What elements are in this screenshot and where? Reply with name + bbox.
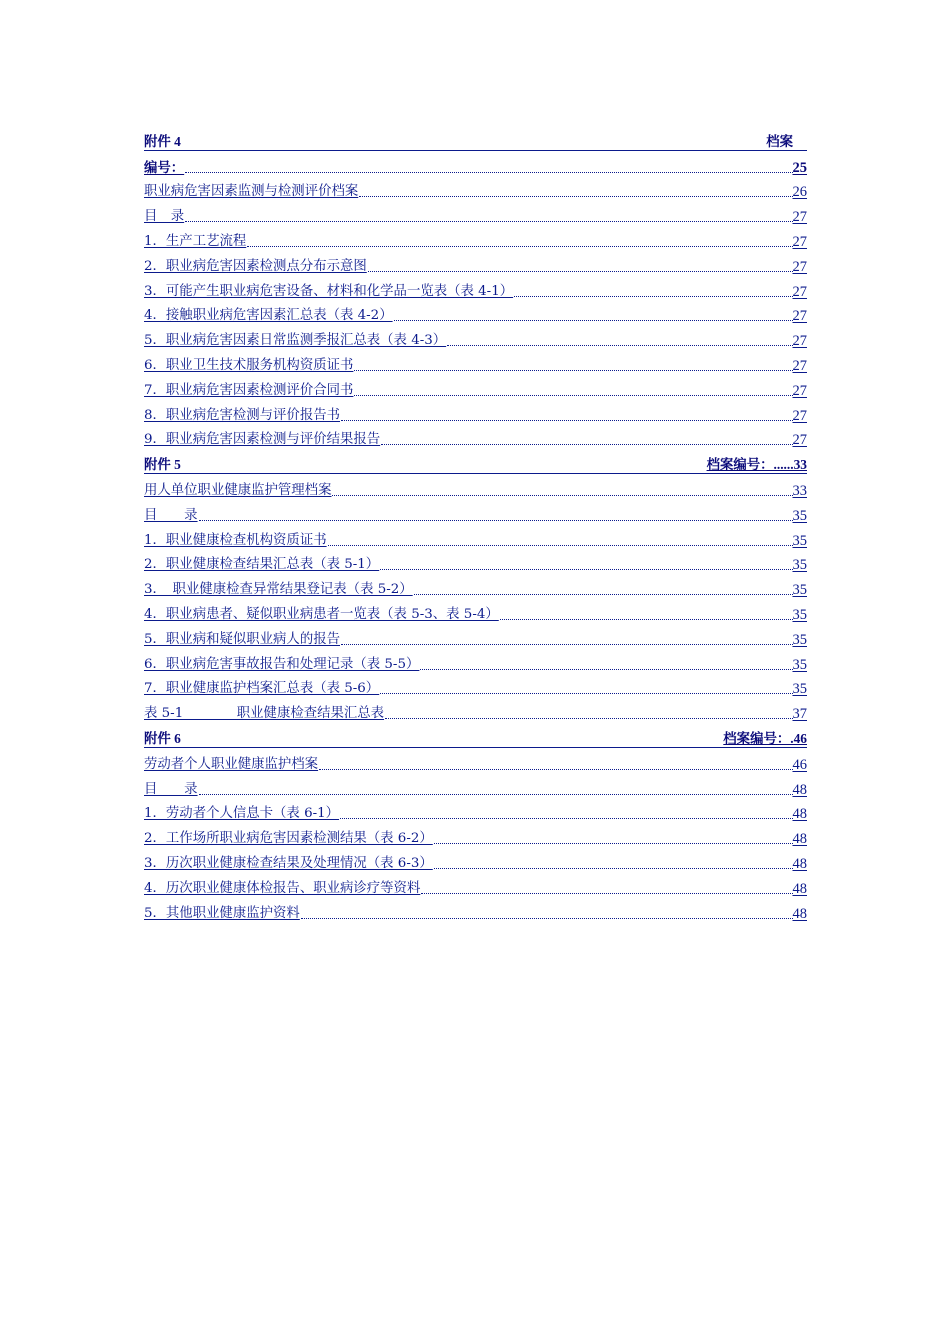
toc-leader-dots bbox=[354, 395, 792, 396]
toc-entry-page: 26 bbox=[792, 184, 807, 201]
toc-entry-text: 4．职业病患者、疑似职业病患者一览表（表 5-3、表 5-4） bbox=[144, 606, 499, 622]
toc-entry-page: 27 bbox=[792, 283, 807, 300]
toc-leader-dots bbox=[341, 420, 793, 421]
toc-heading-right: 档案 bbox=[766, 133, 793, 149]
toc-entry-page: 35 bbox=[792, 631, 807, 648]
toc-entry-page: 48 bbox=[792, 905, 807, 922]
toc-entry[interactable] bbox=[144, 349, 807, 374]
toc-entry-page: 27 bbox=[792, 333, 807, 350]
toc-leader-dots bbox=[247, 246, 792, 247]
toc-entry-text: 4．历次职业健康体检报告、职业病诊疗等资料 bbox=[144, 880, 421, 896]
toc-entry[interactable] bbox=[144, 499, 807, 524]
toc-heading-label: 附件 4 bbox=[144, 133, 181, 149]
toc-entry-text: 5．职业病危害因素日常监测季报汇总表（表 4-3） bbox=[144, 333, 447, 349]
toc-leader-dots bbox=[420, 669, 792, 670]
toc-entry-page: 27 bbox=[792, 209, 807, 226]
toc-leader-dots bbox=[514, 296, 792, 297]
toc-entry-page: 35 bbox=[792, 606, 807, 623]
toc-entry-text: 编号： bbox=[144, 159, 185, 175]
toc-entry-text: 1．劳动者个人信息卡（表 6-1） bbox=[144, 806, 340, 822]
toc-entry[interactable] bbox=[144, 225, 807, 250]
toc-entry[interactable] bbox=[144, 773, 807, 798]
toc-entry-text: 9．职业病危害因素检测与评价结果报告 bbox=[144, 432, 381, 448]
toc-heading-right: 档案编号：......33 bbox=[706, 457, 807, 473]
toc-entry[interactable] bbox=[144, 549, 807, 574]
toc-entry[interactable] bbox=[144, 176, 807, 201]
toc-entry[interactable] bbox=[144, 300, 807, 325]
toc-leader-dots bbox=[385, 718, 792, 719]
toc-entry-text: 3． 职业健康检查异常结果登记表（表 5-2） bbox=[144, 582, 413, 598]
toc-entry[interactable] bbox=[144, 897, 807, 922]
toc-leader-dots bbox=[394, 320, 793, 321]
toc-entry-page: 27 bbox=[792, 308, 807, 325]
toc-leader-dots bbox=[340, 818, 792, 819]
toc-entry-text: 2．工作场所职业病危害因素检测结果（表 6-2） bbox=[144, 831, 433, 847]
toc-leader-dots bbox=[421, 893, 792, 894]
toc-entry[interactable] bbox=[144, 847, 807, 872]
toc-entry-text: 5．职业病和疑似职业病人的报告 bbox=[144, 631, 340, 647]
toc-heading-label: 附件 5 bbox=[144, 457, 181, 473]
toc-leader-dots bbox=[359, 196, 792, 197]
toc-leader-dots bbox=[447, 345, 792, 346]
toc-heading-attachment-4[interactable] bbox=[144, 125, 807, 151]
toc-entry-text: 6．职业卫生技术服务机构资质证书 bbox=[144, 357, 354, 373]
toc-entry-page: 27 bbox=[792, 407, 807, 424]
toc-entry[interactable] bbox=[144, 598, 807, 623]
toc-entry[interactable] bbox=[144, 748, 807, 773]
toc-entry-text: 3．历次职业健康检查结果及处理情况（表 6-3） bbox=[144, 855, 433, 871]
toc-entry[interactable] bbox=[144, 275, 807, 300]
toc-leader-dots bbox=[319, 769, 792, 770]
toc-leader-dots bbox=[380, 569, 792, 570]
toc-entry-text: 3．可能产生职业病危害设备、材料和化学品一览表（表 4-1） bbox=[144, 283, 514, 299]
toc-entry-archive-number-4[interactable] bbox=[144, 151, 807, 176]
toc-heading-label: 附件 6 bbox=[144, 730, 181, 746]
toc-entry[interactable] bbox=[144, 374, 807, 399]
toc-entry-page: 25 bbox=[792, 159, 807, 176]
toc-heading-attachment-5[interactable] bbox=[144, 448, 807, 474]
toc-entry[interactable] bbox=[144, 324, 807, 349]
toc-leader-dots bbox=[185, 221, 792, 222]
toc-entry-text: 表 5-1 职业健康检查结果汇总表 bbox=[144, 706, 385, 722]
toc-heading-right: 档案编号：.46 bbox=[723, 730, 807, 746]
toc-entry-page: 35 bbox=[792, 557, 807, 574]
toc-entry-text: 劳动者个人职业健康监护档案 bbox=[144, 756, 319, 772]
toc-entry-text: 7．职业健康监护档案汇总表（表 5-6） bbox=[144, 681, 380, 697]
toc-entry-text: 6．职业病危害事故报告和处理记录（表 5-5） bbox=[144, 656, 420, 672]
toc-entry-page: 27 bbox=[792, 258, 807, 275]
toc-leader-dots bbox=[434, 843, 793, 844]
toc-entry[interactable] bbox=[144, 872, 807, 897]
toc-entry-text: 目 录 bbox=[144, 209, 185, 225]
toc-entry-page: 48 bbox=[792, 855, 807, 872]
toc-entry-page: 35 bbox=[792, 656, 807, 673]
toc-entry-text: 7．职业病危害因素检测评价合同书 bbox=[144, 382, 354, 398]
toc-entry-page: 27 bbox=[792, 382, 807, 399]
toc-leader-dots bbox=[414, 594, 793, 595]
toc-entry-page: 37 bbox=[792, 706, 807, 723]
toc-entry-page: 48 bbox=[792, 831, 807, 848]
toc-entry[interactable] bbox=[144, 524, 807, 549]
toc-entry[interactable] bbox=[144, 424, 807, 449]
toc-entry[interactable] bbox=[144, 798, 807, 823]
toc-entry[interactable] bbox=[144, 673, 807, 698]
toc-leader-dots bbox=[328, 545, 793, 546]
toc-entry[interactable] bbox=[144, 623, 807, 648]
toc-entry[interactable] bbox=[144, 474, 807, 499]
toc-leader-dots bbox=[381, 444, 792, 445]
toc-entry-page: 48 bbox=[792, 781, 807, 798]
toc-leader-dots bbox=[301, 918, 793, 919]
toc-entry[interactable] bbox=[144, 697, 807, 722]
toc-leader-dots bbox=[380, 693, 792, 694]
toc-entry-page: 27 bbox=[792, 233, 807, 250]
toc-leader-dots bbox=[199, 520, 793, 521]
toc-entry-text: 5．其他职业健康监护资料 bbox=[144, 905, 300, 921]
toc-entry-page: 35 bbox=[792, 582, 807, 599]
toc-heading-attachment-6[interactable] bbox=[144, 722, 807, 748]
toc-entry-page: 35 bbox=[792, 532, 807, 549]
toc-entry-page: 35 bbox=[792, 507, 807, 524]
toc-entry[interactable] bbox=[144, 573, 807, 598]
toc-entry-text: 用人单位职业健康监护管理档案 bbox=[144, 482, 332, 498]
toc-entry-text: 1．职业健康检查机构资质证书 bbox=[144, 532, 327, 548]
toc-entry-page: 35 bbox=[792, 681, 807, 698]
toc-entry-text: 1．生产工艺流程 bbox=[144, 233, 247, 249]
toc-entry-text: 2．职业病危害因素检测点分布示意图 bbox=[144, 258, 367, 274]
toc-leader-dots bbox=[500, 619, 793, 620]
toc-entry[interactable] bbox=[144, 822, 807, 847]
toc-entry-text: 目 录 bbox=[144, 781, 198, 797]
toc-leader-dots bbox=[332, 495, 792, 496]
toc-entry-page: 27 bbox=[792, 357, 807, 374]
toc-leader-dots bbox=[434, 868, 793, 869]
toc-entry-page: 46 bbox=[792, 756, 807, 773]
toc-leader-dots bbox=[368, 271, 793, 272]
toc-entry-text: 职业病危害因素监测与检测评价档案 bbox=[144, 184, 359, 200]
toc-entry-text: 2．职业健康检查结果汇总表（表 5-1） bbox=[144, 557, 380, 573]
toc-entry-text: 4．接触职业病危害因素汇总表（表 4-2） bbox=[144, 308, 393, 324]
toc-entry[interactable] bbox=[144, 250, 807, 275]
toc-entry[interactable] bbox=[144, 200, 807, 225]
toc-entry-text: 8．职业病危害检测与评价报告书 bbox=[144, 407, 340, 423]
toc-leader-dots bbox=[341, 644, 793, 645]
toc-entry-page: 27 bbox=[792, 432, 807, 449]
toc-entry[interactable] bbox=[144, 648, 807, 673]
toc-entry-page: 48 bbox=[792, 880, 807, 897]
toc-entry-page: 48 bbox=[792, 806, 807, 823]
toc-entry-page: 33 bbox=[792, 482, 807, 499]
table-of-contents bbox=[144, 125, 807, 922]
toc-entry[interactable] bbox=[144, 399, 807, 424]
toc-entry-text: 目 录 bbox=[144, 507, 198, 523]
toc-leader-dots bbox=[199, 794, 793, 795]
toc-leader-dots bbox=[354, 370, 792, 371]
toc-leader-dots bbox=[185, 172, 792, 173]
